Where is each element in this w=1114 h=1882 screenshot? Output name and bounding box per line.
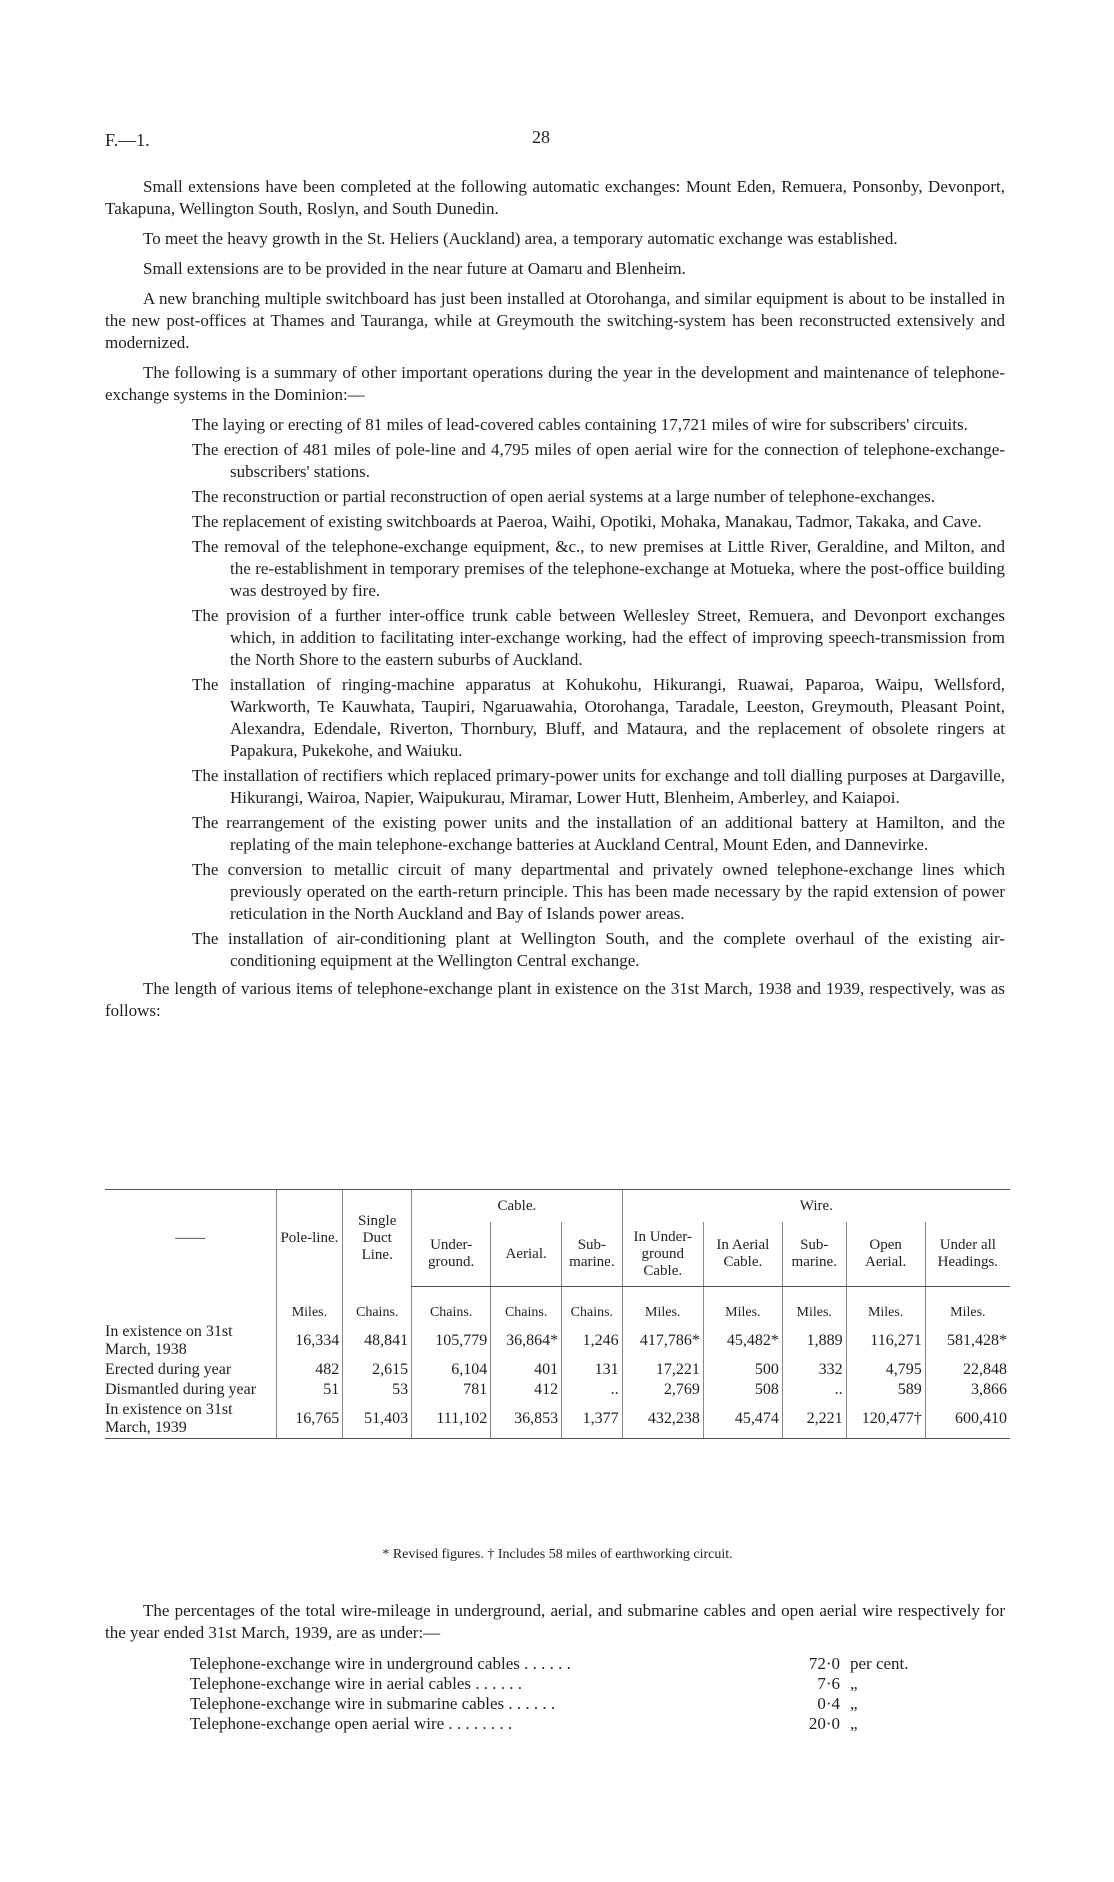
header-reference: F.—1. xyxy=(105,130,150,150)
table-cell: 51 xyxy=(276,1380,343,1400)
table-cell: 508 xyxy=(703,1380,782,1400)
table-cell: 51,403 xyxy=(343,1400,412,1439)
percentage-row xyxy=(190,1674,909,1694)
table-cell: 16,765 xyxy=(276,1400,343,1439)
table-cell: 17,221 xyxy=(622,1360,703,1380)
row-label: Dismantled during year xyxy=(105,1381,257,1398)
table-cell: 53 xyxy=(343,1380,412,1400)
unit-cell: Miles. xyxy=(925,1287,1010,1323)
paragraph-switchboards: A new branching multiple switchboard has just been installed at Otorohanga, and similar equipment is about to be installed in the new post-offices at Thames and Tauranga, while at Greymouth the switching-system has been reconstructed extensively and modernized. xyxy=(105,289,1005,352)
plant-table-container xyxy=(105,1189,1010,1439)
col-wire-aerial: In Aerial Cable. xyxy=(703,1222,782,1287)
percentage-value: 0·4 xyxy=(817,1694,840,1713)
table-cell: 22,848 xyxy=(925,1360,1010,1380)
table-cell: 417,786* xyxy=(622,1322,703,1360)
percentages-list xyxy=(190,1654,909,1734)
col-cable-underground: Under-ground. xyxy=(412,1222,491,1287)
unit-cell: Miles. xyxy=(276,1287,343,1323)
operation-item: The replacement of existing switchboards at Paeroa, Waihi, Opotiki, Mohaka, Manakau, Tadmor, Takaka, and Cave. xyxy=(192,512,982,531)
operation-item: The laying or erecting of 81 miles of lead-covered cables containing 17,721 miles of wire for subscribers' circuits. xyxy=(192,415,968,434)
unit-cell: Chains. xyxy=(343,1287,412,1323)
percentages-intro: The percentages of the total wire-mileage in underground, aerial, and submarine cables and open aerial wire respectively for the year ended 31st March, 1939, are as under:— xyxy=(105,1601,1005,1642)
percentage-unit: „ xyxy=(850,1714,858,1733)
table-cell: 1,377 xyxy=(562,1400,623,1439)
percentage-label: Telephone-exchange wire in submarine cables . . . . . . xyxy=(190,1694,556,1713)
col-pole-line: Pole-line. xyxy=(276,1190,343,1287)
percentage-row xyxy=(190,1654,909,1674)
operations-list xyxy=(105,414,1005,972)
table-cell: 401 xyxy=(491,1360,562,1380)
col-single-duct: Single Duct Line. xyxy=(343,1190,412,1287)
col-wire-submarine: Sub-marine. xyxy=(782,1222,846,1287)
table-cell: 2,221 xyxy=(782,1400,846,1439)
table-cell: 432,238 xyxy=(622,1400,703,1439)
percentage-value: 7·6 xyxy=(817,1674,840,1693)
table-cell: 116,271 xyxy=(846,1322,925,1360)
body-text xyxy=(105,176,1005,1030)
table-cell: 332 xyxy=(782,1360,846,1380)
table-cell: .. xyxy=(782,1380,846,1400)
plant-table xyxy=(105,1189,1010,1439)
table-cell: 4,795 xyxy=(846,1360,925,1380)
percentage-unit: per cent. xyxy=(850,1654,909,1673)
table-cell: 48,841 xyxy=(343,1322,412,1360)
table-row xyxy=(105,1322,1010,1360)
table-cell: 781 xyxy=(412,1380,491,1400)
table-cell: 45,474 xyxy=(703,1400,782,1439)
paragraph-automatic-extensions: Small extensions have been completed at the following automatic exchanges: Mount Eden, Remuera, Ponsonby, Devonport, Takapuna, Wellington South, Roslyn, and South Dunedin. xyxy=(105,177,1005,218)
table-cell: 2,615 xyxy=(343,1360,412,1380)
units-row xyxy=(105,1287,1010,1323)
col-cable-aerial: Aerial. xyxy=(491,1222,562,1287)
operation-item: The provision of a further inter-office trunk cable between Wellesley Street, Remuera, and Devonport exchanges which, in addition to facilitating inter-exchange working, had the effect of improving speech-transmission from the North Shore to the eastern suburbs of Auckland. xyxy=(192,606,1005,669)
table-cell: .. xyxy=(562,1380,623,1400)
operation-item: The removal of the telephone-exchange equipment, &c., to new premises at Little River, Geraldine, and Milton, and the re-establishment in temporary premises of the telephone-exchange at Motueka, where the post-office building was destroyed by fire. xyxy=(192,537,1005,600)
col-wire-all: Under all Headings. xyxy=(925,1222,1010,1287)
table-cell: 16,334 xyxy=(276,1322,343,1360)
percentage-row xyxy=(190,1714,909,1734)
operation-item: The erection of 481 miles of pole-line and 4,795 miles of open aerial wire for the connection of telephone-exchange-subscribers' stations. xyxy=(192,440,1005,481)
table-footnote: * Revised figures. † Includes 58 miles of earthworking circuit. xyxy=(382,1547,733,1562)
operation-item: The installation of rectifiers which replaced primary-power units for exchange and toll dialling purposes at Dargaville, Hikurangi, Wairoa, Napier, Waipukurau, Miramar, Lower Hutt, Blenheim, Amberley, and Kaiapoi. xyxy=(192,766,1005,807)
table-cell: 482 xyxy=(276,1360,343,1380)
table-cell: 6,104 xyxy=(412,1360,491,1380)
unit-cell: Miles. xyxy=(622,1287,703,1323)
percentage-value: 72·0 xyxy=(808,1654,840,1673)
table-cell: 581,428* xyxy=(925,1322,1010,1360)
col-wire-underground: In Under-ground Cable. xyxy=(622,1222,703,1287)
table-cell: 45,482* xyxy=(703,1322,782,1360)
operation-item: The installation of ringing-machine apparatus at Kohukohu, Hikurangi, Ruawai, Paparoa, Waipu, Wellsford, Warkworth, Te Kauwhata, Taupiri, Ngaruawahia, Otorohanga, Taradale, Leeston, Greymouth, Pleasant Point, Alexandra, Edendale, Riverton, Thornbury, Bluff, and Mataura, and the replacement of obsolete ringers at Papakura, Pukekohe, and Waiuku. xyxy=(192,675,1005,760)
unit-cell: Miles. xyxy=(782,1287,846,1323)
operation-item: The installation of air-conditioning plant at Wellington South, and the complete overhaul of the existing air-conditioning equipment at the Wellington Central exchange. xyxy=(192,929,1005,970)
row-label: In existence on 31st March, 1939 xyxy=(105,1400,276,1439)
table-cell: 589 xyxy=(846,1380,925,1400)
table-cell: 131 xyxy=(562,1360,623,1380)
group-cable: Cable. xyxy=(412,1190,623,1223)
table-cell: 36,864* xyxy=(491,1322,562,1360)
col-cable-submarine: Sub-marine. xyxy=(562,1222,623,1287)
paragraph-future-extensions: Small extensions are to be provided in the near future at Oamaru and Blenheim. xyxy=(143,259,686,278)
unit-cell: Chains. xyxy=(562,1287,623,1323)
table-cell: 1,246 xyxy=(562,1322,623,1360)
operation-item: The rearrangement of the existing power units and the installation of an additional battery at Hamilton, and the replating of the main telephone-exchange batteries at Auckland Central, Mount Eden, and Dannevirke. xyxy=(192,813,1005,854)
table-cell: 412 xyxy=(491,1380,562,1400)
table-cell: 36,853 xyxy=(491,1400,562,1439)
operation-item: The conversion to metallic circuit of many departmental and privately owned telephone-exchange lines which previously operated on the earth-return principle. This has been made necessary by the rapid extension of power reticulation in the North Auckland and Bay of Islands power areas. xyxy=(192,860,1005,923)
percentage-label: Telephone-exchange wire in underground cables . . . . . . xyxy=(190,1654,571,1673)
percentage-label: Telephone-exchange open aerial wire . . . . . . . . xyxy=(190,1714,513,1733)
group-wire: Wire. xyxy=(622,1190,1010,1223)
unit-cell: Miles. xyxy=(846,1287,925,1323)
table-row xyxy=(105,1360,1010,1380)
table-cell: 3,866 xyxy=(925,1380,1010,1400)
page-number: 28 xyxy=(532,127,550,147)
table-cell: 120,477† xyxy=(846,1400,925,1439)
unit-cell: Chains. xyxy=(412,1287,491,1323)
col-wire-open: Open Aerial. xyxy=(846,1222,925,1287)
table-row xyxy=(105,1380,1010,1400)
table-blank-header: —— xyxy=(105,1190,276,1287)
table-cell: 111,102 xyxy=(412,1400,491,1439)
row-label: Erected during year xyxy=(105,1361,232,1378)
percentage-unit: „ xyxy=(850,1674,858,1693)
percentage-row xyxy=(190,1694,909,1714)
unit-cell: Chains. xyxy=(491,1287,562,1323)
row-label: In existence on 31st March, 1938 xyxy=(105,1323,233,1358)
table-cell: 1,889 xyxy=(782,1322,846,1360)
table-cell: 500 xyxy=(703,1360,782,1380)
table-intro: The length of various items of telephone-exchange plant in existence on the 31st March, 1938 and 1939, respectively, was as follows: xyxy=(105,979,1005,1020)
table-cell: 2,769 xyxy=(622,1380,703,1400)
table-row xyxy=(105,1400,1010,1439)
percentage-label: Telephone-exchange wire in aerial cables . . . . . . xyxy=(190,1674,523,1693)
table-cell: 600,410 xyxy=(925,1400,1010,1439)
operation-item: The reconstruction or partial reconstruction of open aerial systems at a large number of telephone-exchanges. xyxy=(192,487,936,506)
percentage-unit: „ xyxy=(850,1694,858,1713)
table-cell: 105,779 xyxy=(412,1322,491,1360)
unit-cell: Miles. xyxy=(703,1287,782,1323)
paragraph-st-heliers: To meet the heavy growth in the St. Heliers (Auckland) area, a temporary automatic exchange was established. xyxy=(143,229,898,248)
percentage-value: 20·0 xyxy=(808,1714,840,1733)
paragraph-summary-intro: The following is a summary of other important operations during the year in the development and maintenance of telephone-exchange systems in the Dominion:— xyxy=(105,363,1005,404)
